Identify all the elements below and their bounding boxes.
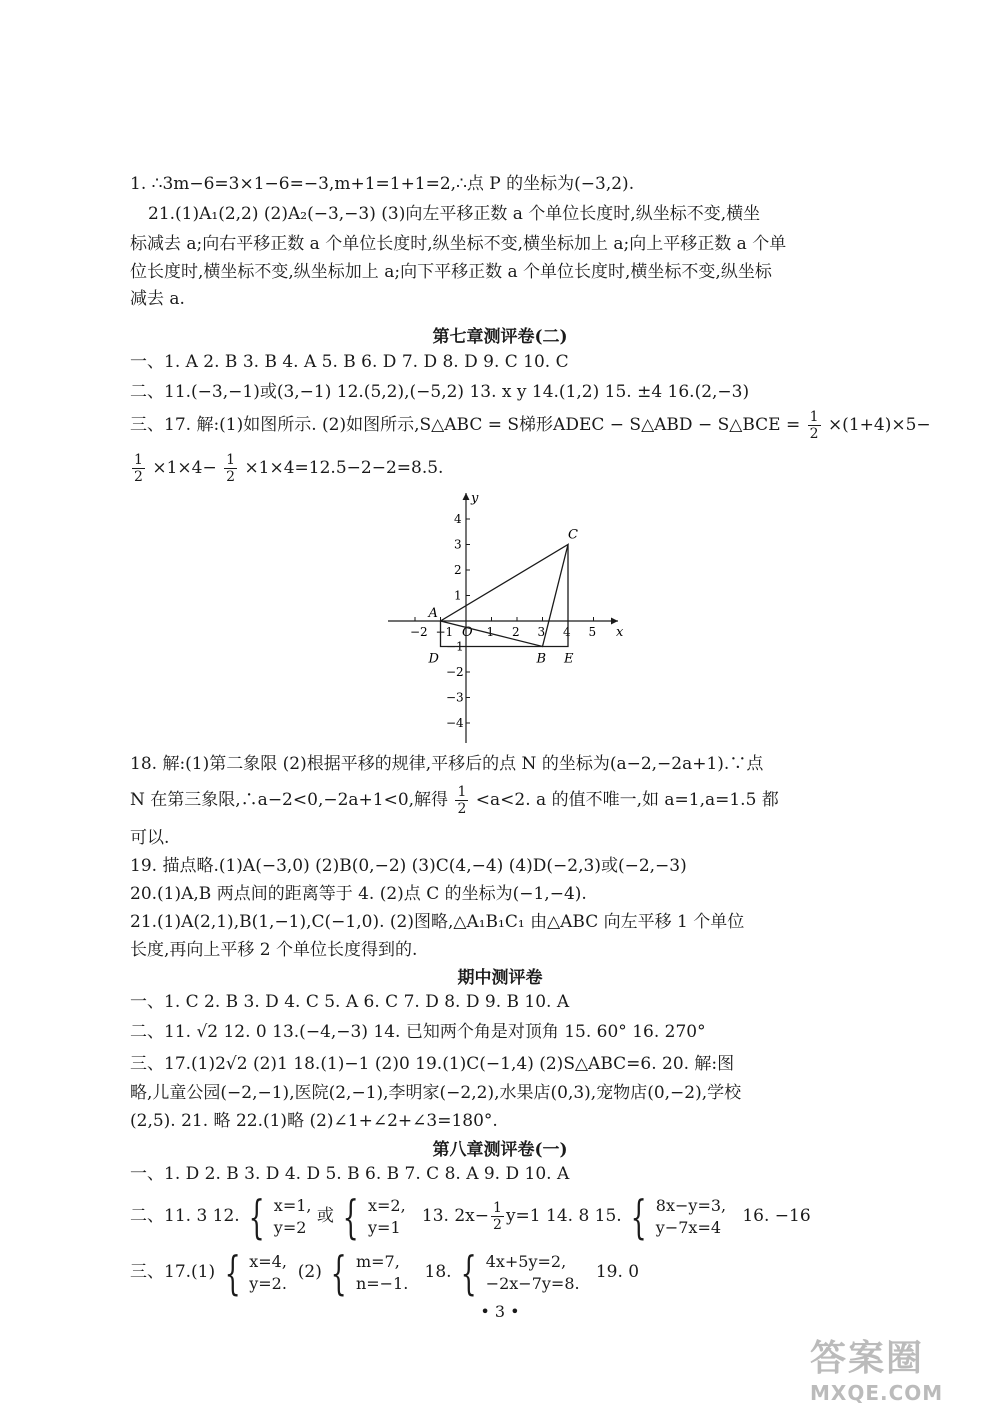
- answer-line-18: 18. 解:(1)第二象限 (2)根据平移的规律,平移后的点 N 的坐标为(a−2,−2a+1).∵点: [130, 754, 764, 774]
- eq-line: x=1,: [273, 1195, 312, 1215]
- y-tick-label: 2: [454, 563, 462, 577]
- brace-icon: {: [224, 1245, 241, 1300]
- fraction-half: [224, 452, 237, 485]
- watermark-top: 答案圈: [810, 1338, 925, 1379]
- fraction-half: [455, 784, 468, 817]
- answer-line-18-cont: [130, 782, 880, 818]
- frac-den: 2: [457, 801, 467, 817]
- brace-icon: {: [630, 1189, 647, 1244]
- section-title-chapter8-test1: 第八章测评卷(一): [432, 1140, 568, 1160]
- page-number: • 3 •: [480, 1302, 520, 1321]
- y-tick-label: −4: [446, 716, 464, 730]
- answer-line-5: 减去 a.: [130, 289, 185, 309]
- y-tick-label: 4: [454, 512, 462, 526]
- system-12a: [274, 1195, 312, 1239]
- frac-num: 1: [134, 452, 143, 468]
- line-17-text: 三、17. 解:(1)如图所示. (2)如图所示,S△ABC = S梯形ADEC − S△ABD − S△BCE =: [130, 415, 801, 435]
- frac-num: 1: [457, 784, 467, 800]
- ch8-3-b: (2): [297, 1262, 322, 1282]
- y-tick-label: −2: [446, 665, 464, 679]
- answer-line-mid-5: (2,5). 21. 略 22.(1)略 (2)∠1+∠2+∠3=180°.: [130, 1111, 498, 1131]
- y-axis-label: y: [471, 491, 479, 506]
- eq-line: 8x−y=3,: [655, 1195, 727, 1215]
- x-tick-label: −2: [410, 625, 428, 639]
- answer-line-3: 标减去 a;向右平移正数 a 个单位长度时,纵坐标不变,横坐标加上 a;向上平移正数 a 个单: [130, 234, 787, 254]
- answer-line-mc-ch8: 一、1. D 2. B 3. D 4. D 5. B 6. B 7. C 8. A 9. D 10. A: [130, 1164, 570, 1184]
- x-tick-label: 3: [537, 625, 546, 639]
- eq-line: 4x+5y=2,: [485, 1251, 567, 1271]
- frac-den: 2: [226, 469, 236, 485]
- fraction-half: [491, 1200, 504, 1233]
- answer-line-fill-ch7: 二、11.(−3,−1)或(3,−1) 12.(5,2),(−5,2) 13. x y 14.(1,2) 15. ±4 16.(2,−3): [130, 382, 750, 402]
- system-17b: [356, 1251, 408, 1295]
- x-tick-label: 2: [512, 625, 520, 639]
- y-tick-label: −3: [446, 690, 464, 705]
- answer-line-ch8-3: [130, 1246, 880, 1298]
- fraction-half: [132, 452, 145, 485]
- origin-label: O: [462, 625, 473, 640]
- ch8-3-d: 19. 0: [595, 1262, 640, 1282]
- ch8-fill-c: y=1 14. 8 15.: [505, 1206, 622, 1226]
- frac-den: 2: [134, 469, 143, 485]
- brace-icon: {: [248, 1189, 265, 1244]
- watermark-bottom: MXQE.COM: [810, 1381, 944, 1405]
- answer-line-mc-mid: 一、1. C 2. B 3. D 4. C 5. A 6. C 7. D 8. D 9. B 10. A: [130, 992, 570, 1012]
- answer-line-mid-3: 三、17.(1)2√2 (2)1 18.(1)−1 (2)0 19.(1)C(−1,4) (2)S△ABC=6. 20. 解:图: [130, 1054, 735, 1074]
- eq-line: y−7x=4: [655, 1217, 722, 1237]
- answer-line-21: 21.(1)A(2,1),B(1,−1),C(−1,0). (2)图略,△A₁B₁C₁ 由△ABC 向左平移 1 个单位: [130, 912, 745, 932]
- frac-den: 2: [493, 1217, 502, 1233]
- eq-line: y=1: [368, 1217, 401, 1237]
- eq-line: n=−1.: [355, 1273, 409, 1293]
- point-label-b: B: [536, 651, 547, 667]
- ch8-3-c: 18.: [424, 1262, 452, 1282]
- ch8-fill-b: 13. 2x−: [421, 1206, 490, 1226]
- answer-line-mid-4: 略,儿童公园(−2,−1),医院(2,−1),李明家(−2,2),水果店(0,3),宠物店(0,−2),学校: [130, 1083, 742, 1103]
- brace-icon: {: [342, 1189, 360, 1244]
- eq-line: x=2,: [368, 1195, 406, 1215]
- frac-den: 2: [809, 426, 819, 442]
- line-18-cont-a: N 在第三象限,∴a−2<0,−2a+1<0,解得: [130, 790, 449, 810]
- point-label-c: C: [568, 527, 578, 543]
- y-tick-label: 1: [454, 588, 462, 603]
- answer-line-18-end: 可以.: [130, 828, 170, 848]
- eq-line: −2x−7y=8.: [485, 1273, 580, 1293]
- line-18-cont-b: <a<2. a 的值不唯一,如 a=1,a=1.5 都: [475, 790, 779, 810]
- watermark-logo: [810, 1330, 990, 1410]
- system-18: [486, 1251, 580, 1295]
- ch8-fill-a: 二、11. 3 12.: [130, 1206, 240, 1226]
- answer-line-1: 1. ∴3m−6=3×1−6=−3,m+1=1+1=2,∴点 P 的坐标为(−3,2).: [130, 174, 635, 194]
- system-17a: [249, 1251, 287, 1295]
- ch8-or: 或: [316, 1206, 334, 1226]
- answer-line-fill-mid: 二、11. √2 12. 0 13.(−4,−3) 14. 已知两个角是对顶角 15. 60° 16. 270°: [130, 1022, 706, 1042]
- x-axis-label: x: [616, 625, 624, 640]
- fraction-half: [808, 409, 821, 442]
- brace-icon: {: [330, 1245, 347, 1300]
- x-tick-label: 5: [588, 625, 597, 639]
- eq-line: y=2.: [249, 1273, 287, 1293]
- eq-line: y=2: [273, 1217, 307, 1237]
- section-title-midterm: 期中测评卷: [457, 968, 543, 988]
- point-label-a: A: [428, 606, 438, 621]
- system-12b: [368, 1195, 406, 1239]
- answer-line-17: [130, 405, 931, 445]
- eq-line: x=4,: [249, 1251, 287, 1271]
- line-17-cont-a: ×1×4−: [152, 458, 217, 478]
- x-tick-label: 4: [563, 625, 571, 639]
- answer-line-2: 21.(1)A₁(2,2) (2)A₂(−3,−3) (3)向左平移正数 a 个单位长度时,纵坐标不变,横坐: [148, 204, 761, 224]
- point-label-d: D: [428, 651, 439, 667]
- ch8-fill-d: 16. −16: [742, 1206, 811, 1226]
- x-tick-label: −1: [435, 625, 454, 639]
- frac-num: 1: [226, 452, 236, 468]
- answer-line-21-cont: 长度,再向上平移 2 个单位长度得到的.: [130, 940, 418, 960]
- system-15: [656, 1195, 726, 1239]
- answer-line-4: 位长度时,横坐标不变,纵坐标加上 a;向下平移正数 a 个单位长度时,横坐标不变,纵坐标: [130, 262, 772, 282]
- point-label-e: E: [564, 651, 574, 667]
- coordinate-graph: [380, 488, 630, 748]
- answer-line-mc-ch7: 一、1. A 2. B 3. B 4. A 5. B 6. D 7. D 8. D 9. C 10. C: [130, 352, 569, 372]
- ch8-3-a: 三、17.(1): [130, 1262, 216, 1282]
- line-17-cont-b: ×1×4=12.5−2−2=8.5.: [244, 458, 444, 478]
- y-tick-label: 3: [454, 537, 462, 552]
- frac-num: 1: [809, 409, 819, 425]
- brace-icon: {: [460, 1245, 477, 1300]
- y-tick-label: −1: [446, 639, 464, 654]
- x-tick-label: 1: [486, 625, 495, 639]
- line-17-tail: ×(1+4)×5−: [827, 415, 931, 435]
- answer-line-20: 20.(1)A,B 两点间的距离等于 4. (2)点 C 的坐标为(−1,−4).: [130, 884, 587, 904]
- answer-line-17-cont: [130, 448, 880, 488]
- frac-num: 1: [493, 1200, 502, 1216]
- section-title-chapter7-test2: 第七章测评卷(二): [432, 327, 568, 347]
- answer-line-19: 19. 描点略.(1)A(−3,0) (2)B(0,−2) (3)C(4,−4) (4)D(−2,3)或(−2,−3): [130, 856, 687, 876]
- answer-line-fill-ch8: [130, 1190, 880, 1242]
- eq-line: m=7,: [355, 1251, 400, 1271]
